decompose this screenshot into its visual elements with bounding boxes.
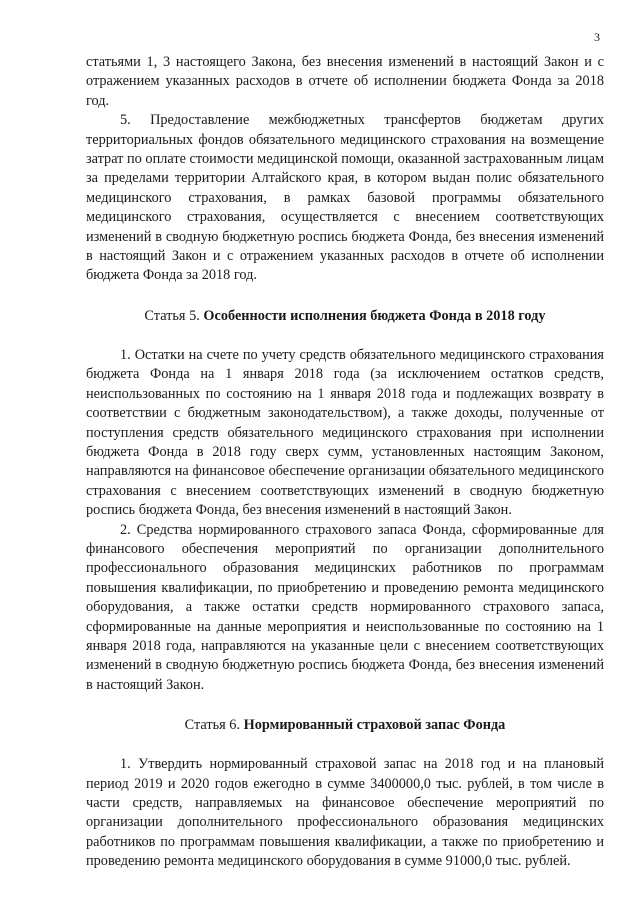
article-5-heading [86, 306, 604, 326]
item-5-paragraph: 5. Предоставление межбюджетных трансфертов бюджетам других территориальных фондов обязательного медицинского страхования на возмещение затрат по оплате стоимости медицинской помощи, оказанной застрахованным лицам за пределами территории Алтайского края, в котором выдан полис обязательного медицинского страхования, в рамках базовой программы обязательного медицинского страхования, осуществляется с внесением соответствующих изменений в сводную бюджетную роспись бюджета Фонда, без внесения изменений в настоящий Закон и с отражением указанных расходов в отчете об исполнении бюджета Фонда за 2018 год. [86, 112, 604, 284]
article-5-label: Статья 5. [144, 307, 200, 324]
article-6-item-1: 1. Утвердить нормированный страховой запас на 2018 год и на плановый период 2019 и 2020 годов ежегодно в сумме 3400000,0 тыс. рублей, в том числе в части средств, направляемых на финансовое обеспечение мероприятий по организации дополнительного профессионального образования медицинских работников по программам повышения квалификации, а также по приобретению и проведению ремонта медицинского оборудования в сумме 91000,0 тыс. рублей. [86, 756, 604, 870]
article-6-label: Статья 6. [184, 717, 241, 734]
document-body [86, 53, 604, 872]
article-6-heading [86, 715, 604, 735]
article-6-title: Нормированный страховой запас Фонда [243, 717, 506, 734]
article-5-item-1: 1. Остатки на счете по учету средств обязательного медицинского страхования бюджета Фонда на 1 января 2018 года (за исключением остатков средств, неиспользованных по состоянию на 1 января 2018 года и подлежащих возврату в соответствии с бюджетным законодательством), а также доходы, полученные от поступления средств обязательного медицинского страхования при исполнении бюджета Фонда в 2018 году сверх сумм, установленных настоящим Законом, направляются на финансовое обеспечение организации обязательного медицинского страхования с внесением соответствующих изменений в сводную бюджетную роспись бюджета Фонда, без внесения изменений в настоящий Закон. [86, 346, 604, 519]
article-5-title: Особенности исполнения бюджета Фонда в 2018 году [203, 307, 546, 324]
intro-paragraph: статьями 1, 3 настоящего Закона, без внесения изменений в настоящий Закон и с отражением указанных расходов в отчете об исполнении бюджета Фонда за 2018 год. [86, 54, 604, 109]
article-5-item-2: 2. Средства нормированного страхового запаса Фонда, сформированные для финансового обеспечения мероприятий по организации дополнительного профессионального образования медицинских работников по программам повышения квалификации, по приобретению и проведению ремонта медицинского оборудования, а также остатки средств нормированного страхового запаса, сформированные на данные мероприятия и неиспользованные по состоянию на 1 января 2018 года, направляются на указанные цели с внесением соответствующих изменений в сводную бюджетную роспись бюджета Фонда, без внесения изменений в настоящий Закон. [86, 521, 604, 693]
page-number: 3 [594, 30, 600, 44]
